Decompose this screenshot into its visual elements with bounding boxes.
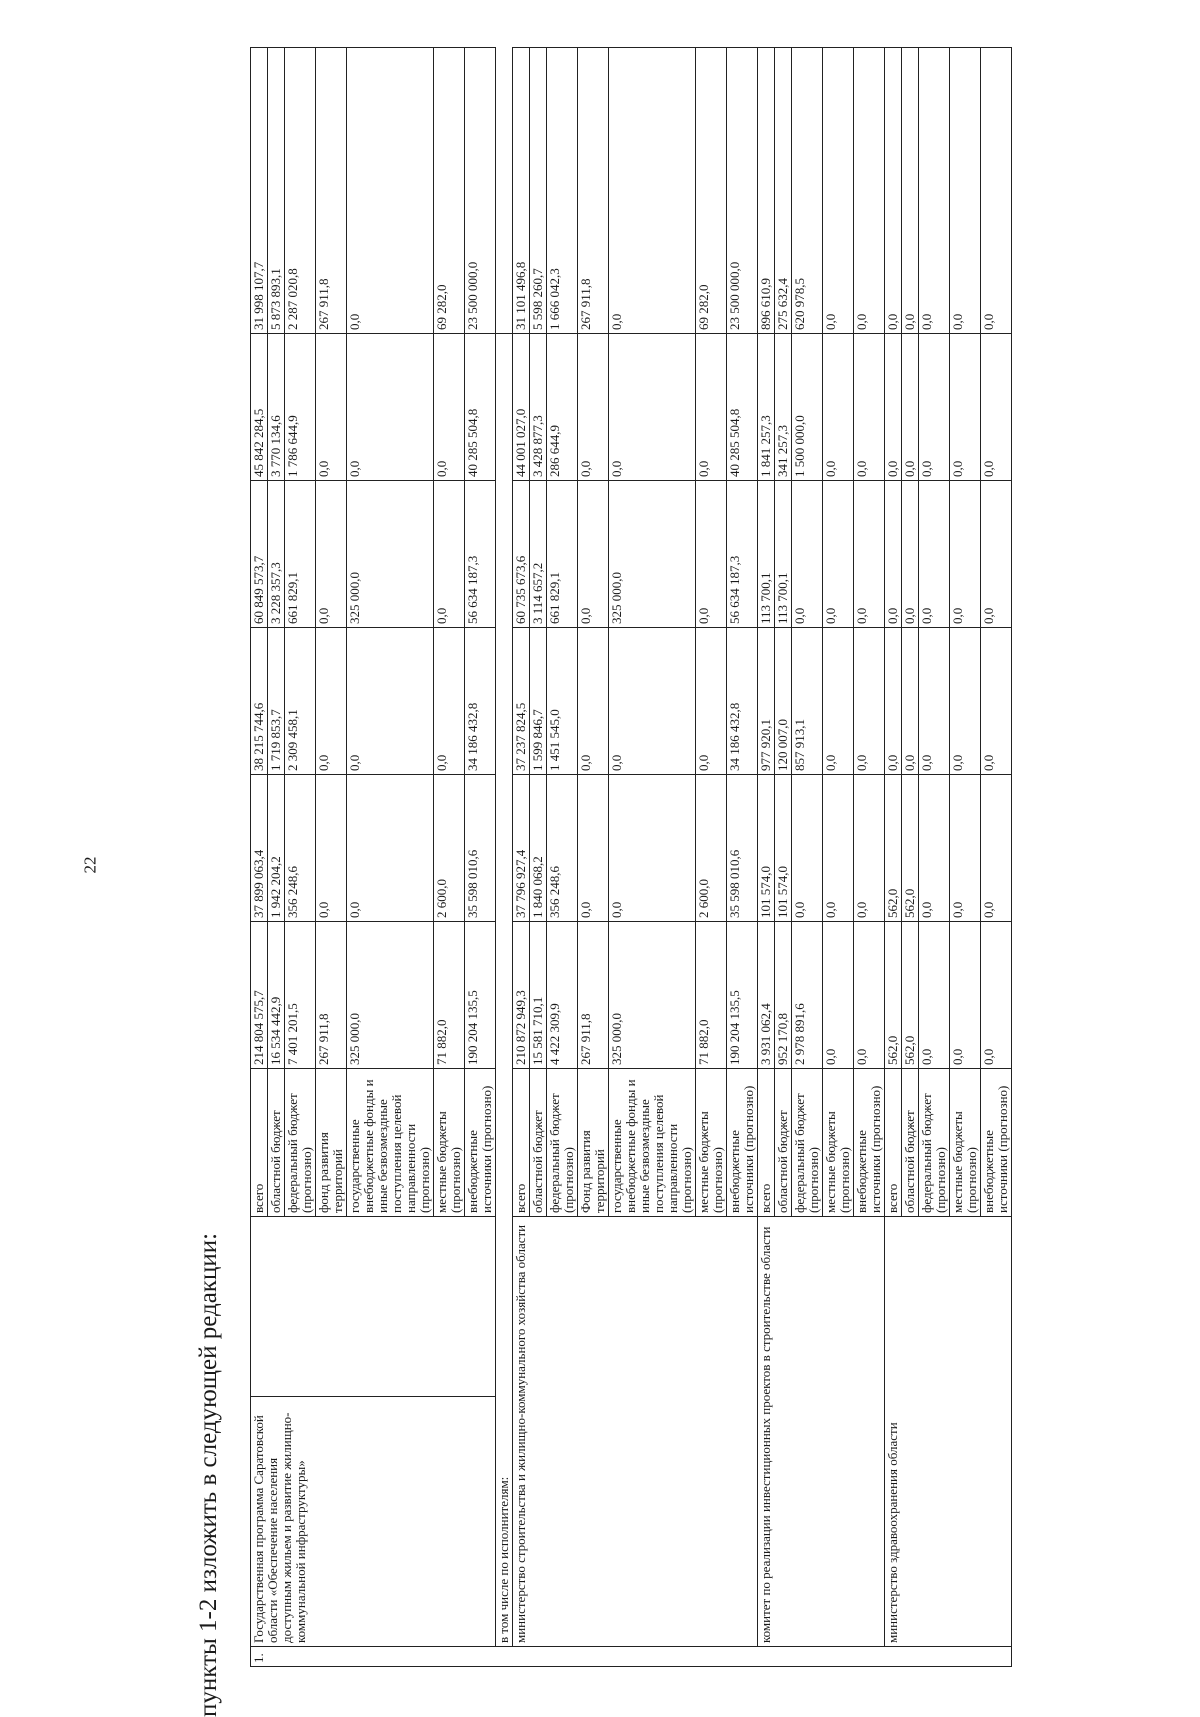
value-cell: 0,0 (823, 48, 854, 334)
value-cell: 267 911,8 (578, 48, 609, 334)
value-cell: 31 998 107,7 (251, 48, 268, 334)
value-cell: 40 285 504,8 (727, 334, 758, 481)
value-cell: 113 700,1 (775, 481, 792, 628)
value-cell: 275 632,4 (775, 48, 792, 334)
funding-table (250, 47, 1012, 1667)
value-cell: 0,0 (434, 628, 465, 775)
value-cell: 1 840 068,2 (530, 775, 547, 922)
funding-source-cell: всего (251, 1069, 268, 1217)
value-cell: 69 282,0 (696, 48, 727, 334)
value-cell: 0,0 (981, 48, 1012, 334)
value-cell: 356 248,6 (285, 775, 316, 922)
value-cell: 0,0 (609, 628, 696, 775)
value-cell: 0,0 (316, 628, 347, 775)
table-row (885, 48, 902, 1667)
value-cell: 0,0 (696, 481, 727, 628)
value-cell: 15 581 710,1 (530, 922, 547, 1069)
value-cell: 0,0 (823, 628, 854, 775)
table-row (758, 48, 775, 1667)
value-cell: 562,0 (902, 775, 919, 922)
value-cell: 37 796 927,4 (513, 775, 530, 922)
value-cell: 69 282,0 (434, 48, 465, 334)
value-cell: 3 931 062,4 (758, 922, 775, 1069)
value-cell: 0,0 (854, 922, 885, 1069)
value-cell: 45 842 284,5 (251, 334, 268, 481)
value-cell: 101 574,0 (758, 775, 775, 922)
value-cell: 562,0 (902, 922, 919, 1069)
row-number-cell: 1. (251, 1647, 1012, 1667)
value-cell: 0,0 (854, 48, 885, 334)
program-name-cell: Государственная программа Саратовской области «Обеспечение населения доступным жильем и развитие жилищно-коммунальной инфраструктуры» (251, 1397, 496, 1647)
value-cell: 0,0 (609, 334, 696, 481)
value-cell: 0,0 (854, 481, 885, 628)
value-cell: 0,0 (347, 775, 434, 922)
value-cell: 0,0 (950, 775, 981, 922)
value-cell: 0,0 (696, 628, 727, 775)
value-cell: 0,0 (609, 775, 696, 922)
value-cell: 325 000,0 (347, 481, 434, 628)
funding-source-cell: федеральный бюджет (прогнозно) (792, 1069, 823, 1217)
value-cell: 1 786 644,9 (285, 334, 316, 481)
value-cell: 2 600,0 (696, 775, 727, 922)
value-cell: 113 700,1 (758, 481, 775, 628)
value-cell: 1 719 853,7 (268, 628, 285, 775)
value-cell: 0,0 (434, 334, 465, 481)
value-cell: 0,0 (981, 628, 1012, 775)
value-cell: 7 401 201,5 (285, 922, 316, 1069)
value-cell: 23 500 000,0 (727, 48, 758, 334)
value-cell: 0,0 (347, 334, 434, 481)
value-cell: 214 804 575,7 (251, 922, 268, 1069)
page-number: 22 (80, 856, 100, 874)
value-cell: 0,0 (578, 775, 609, 922)
value-cell: 0,0 (919, 775, 950, 922)
value-cell: 0,0 (950, 628, 981, 775)
value-cell: 0,0 (885, 48, 902, 334)
value-cell: 101 574,0 (775, 775, 792, 922)
value-cell: 56 634 187,3 (727, 481, 758, 628)
value-cell: 267 911,8 (316, 922, 347, 1069)
funding-source-cell: областной бюджет (902, 1069, 919, 1217)
value-cell: 325 000,0 (609, 922, 696, 1069)
table-row (496, 48, 513, 1667)
value-cell: 0,0 (823, 775, 854, 922)
value-cell: 0,0 (696, 334, 727, 481)
value-cell: 1 841 257,3 (758, 334, 775, 481)
funding-source-cell: государственные внебюджетные фонды и иные безвозмездные поступления целевой направленности (прогнозно) (609, 1069, 696, 1217)
value-cell: 60 735 673,6 (513, 481, 530, 628)
value-cell: 1 942 204,2 (268, 775, 285, 922)
value-cell: 5 598 260,7 (530, 48, 547, 334)
value-cell: 896 610,9 (758, 48, 775, 334)
value-cell: 341 257,3 (775, 334, 792, 481)
funding-source-cell: всего (513, 1069, 530, 1217)
value-cell: 3 428 877,3 (530, 334, 547, 481)
funding-source-cell: областной бюджет (268, 1069, 285, 1217)
funding-source-cell: областной бюджет (530, 1069, 547, 1217)
value-cell: 0,0 (347, 48, 434, 334)
value-cell: 1 500 000,0 (792, 334, 823, 481)
value-cell: 267 911,8 (316, 48, 347, 334)
value-cell: 620 978,5 (792, 48, 823, 334)
value-cell: 0,0 (981, 334, 1012, 481)
value-cell: 952 170,8 (775, 922, 792, 1069)
value-cell: 2 600,0 (434, 775, 465, 922)
funding-source-cell: областной бюджет (775, 1069, 792, 1217)
funding-source-cell: всего (758, 1069, 775, 1217)
value-cell: 286 644,9 (547, 334, 578, 481)
table-row (251, 48, 268, 1667)
value-cell: 0,0 (823, 334, 854, 481)
funding-source-cell: местные бюджеты (прогнозно) (434, 1069, 465, 1217)
value-cell: 0,0 (981, 481, 1012, 628)
funding-source-cell: местные бюджеты (прогнозно) (696, 1069, 727, 1217)
value-cell: 0,0 (823, 481, 854, 628)
value-cell: 40 285 504,8 (465, 334, 496, 481)
value-cell: 0,0 (578, 628, 609, 775)
value-cell: 60 849 573,7 (251, 481, 268, 628)
value-cell: 23 500 000,0 (465, 48, 496, 334)
value-cell: 0,0 (316, 334, 347, 481)
funding-source-cell: внебюджетные источники (прогнозно) (981, 1069, 1012, 1217)
funding-source-cell: федеральный бюджет (прогнозно) (285, 1069, 316, 1217)
value-cell: 0,0 (792, 481, 823, 628)
value-cell: 1 666 042,3 (547, 48, 578, 334)
value-cell: 0,0 (919, 48, 950, 334)
value-cell: 0,0 (902, 481, 919, 628)
value-cell: 0,0 (950, 481, 981, 628)
value-cell: 2 287 020,8 (285, 48, 316, 334)
value-cell: 0,0 (950, 334, 981, 481)
value-cell: 3 770 134,6 (268, 334, 285, 481)
value-cell: 267 911,8 (578, 922, 609, 1069)
value-cell: 0,0 (578, 481, 609, 628)
table-row (513, 48, 530, 1667)
executor-name-cell: министерство строительства и жилищно-коммунального хозяйства области (513, 1217, 758, 1647)
value-cell: 661 829,1 (285, 481, 316, 628)
value-cell: 0,0 (609, 48, 696, 334)
value-cell: 0,0 (854, 334, 885, 481)
value-cell: 71 882,0 (434, 922, 465, 1069)
value-cell: 56 634 187,3 (465, 481, 496, 628)
value-cell: 37 237 824,5 (513, 628, 530, 775)
value-cell: 0,0 (902, 334, 919, 481)
value-cell: 44 001 027,0 (513, 334, 530, 481)
value-cell: 0,0 (854, 775, 885, 922)
value-cell: 977 920,1 (758, 628, 775, 775)
value-cell: 0,0 (854, 628, 885, 775)
value-cell: 210 872 949,3 (513, 922, 530, 1069)
value-cell: 325 000,0 (347, 922, 434, 1069)
value-cell: 2 309 458,1 (285, 628, 316, 775)
value-cell: 857 913,1 (792, 628, 823, 775)
value-cell: 0,0 (950, 48, 981, 334)
funding-source-cell: внебюджетные источники (прогнозно) (727, 1069, 758, 1217)
value-cell: 562,0 (885, 775, 902, 922)
value-cell: 0,0 (316, 481, 347, 628)
value-cell: 0,0 (578, 334, 609, 481)
executor-name-cell: министерство здравоохранения области (885, 1217, 1012, 1647)
funding-source-cell: местные бюджеты (прогнозно) (950, 1069, 981, 1217)
value-cell: 34 186 432,8 (727, 628, 758, 775)
value-cell: 190 204 135,5 (465, 922, 496, 1069)
value-cell: 0,0 (902, 628, 919, 775)
funding-source-cell: федеральный бюджет (прогнозно) (919, 1069, 950, 1217)
funding-source-cell: фонд развития территорий (316, 1069, 347, 1217)
value-cell: 562,0 (885, 922, 902, 1069)
value-cell: 0,0 (919, 922, 950, 1069)
value-cell: 661 829,1 (547, 481, 578, 628)
value-cell: 0,0 (919, 628, 950, 775)
value-cell: 38 215 744,6 (251, 628, 268, 775)
value-cell: 0,0 (885, 628, 902, 775)
value-cell: 5 873 893,1 (268, 48, 285, 334)
value-cell: 0,0 (981, 775, 1012, 922)
value-cell: 0,0 (919, 334, 950, 481)
value-cell: 0,0 (347, 628, 434, 775)
value-cell: 0,0 (902, 48, 919, 334)
value-cell: 3 114 657,2 (530, 481, 547, 628)
rotated-table-container (250, 47, 1150, 1667)
value-cell: 0,0 (885, 481, 902, 628)
value-cell: 1 599 846,7 (530, 628, 547, 775)
value-cell: 35 598 010,6 (727, 775, 758, 922)
value-cell: 35 598 010,6 (465, 775, 496, 922)
funding-source-cell: всего (885, 1069, 902, 1217)
funding-source-cell: федеральный бюджет (прогнозно) (547, 1069, 578, 1217)
funding-source-cell: внебюджетные источники (прогнозно) (465, 1069, 496, 1217)
value-cell: 16 534 442,9 (268, 922, 285, 1069)
value-cell: 37 899 063,4 (251, 775, 268, 922)
value-cell: 0,0 (950, 922, 981, 1069)
value-cell: 190 204 135,5 (727, 922, 758, 1069)
value-cell: 0,0 (981, 922, 1012, 1069)
value-cell: 34 186 432,8 (465, 628, 496, 775)
funding-source-cell: государственные внебюджетные фонды и иные безвозмездные поступления целевой направленности (прогнозно) (347, 1069, 434, 1217)
executor-name-cell: комитет по реализации инвестиционных проектов в строительстве области (758, 1217, 885, 1647)
value-cell: 71 882,0 (696, 922, 727, 1069)
blank-cell (251, 1217, 496, 1397)
executors-header-cell: в том числе по исполнителям: (496, 334, 513, 1647)
value-cell: 0,0 (316, 775, 347, 922)
value-cell: 325 000,0 (609, 481, 696, 628)
value-cell: 2 978 891,6 (792, 922, 823, 1069)
funding-source-cell: Фонд развития территорий (578, 1069, 609, 1217)
value-cell: 356 248,6 (547, 775, 578, 922)
value-cell: 0,0 (823, 922, 854, 1069)
value-cell: 4 422 309,9 (547, 922, 578, 1069)
value-cell: 0,0 (434, 481, 465, 628)
value-cell: 3 228 357,3 (268, 481, 285, 628)
value-cell: 0,0 (885, 334, 902, 481)
value-cell: 0,0 (792, 775, 823, 922)
value-cell: 1 451 545,0 (547, 628, 578, 775)
value-cell: 0,0 (919, 481, 950, 628)
funding-source-cell: местные бюджеты (прогнозно) (823, 1069, 854, 1217)
value-cell: 31 101 496,8 (513, 48, 530, 334)
funding-source-cell: внебюджетные источники (прогнозно) (854, 1069, 885, 1217)
value-cell: 120 007,0 (775, 628, 792, 775)
amendment-heading: пункты 1-2 изложить в следующей редакции: (195, 1232, 222, 1717)
